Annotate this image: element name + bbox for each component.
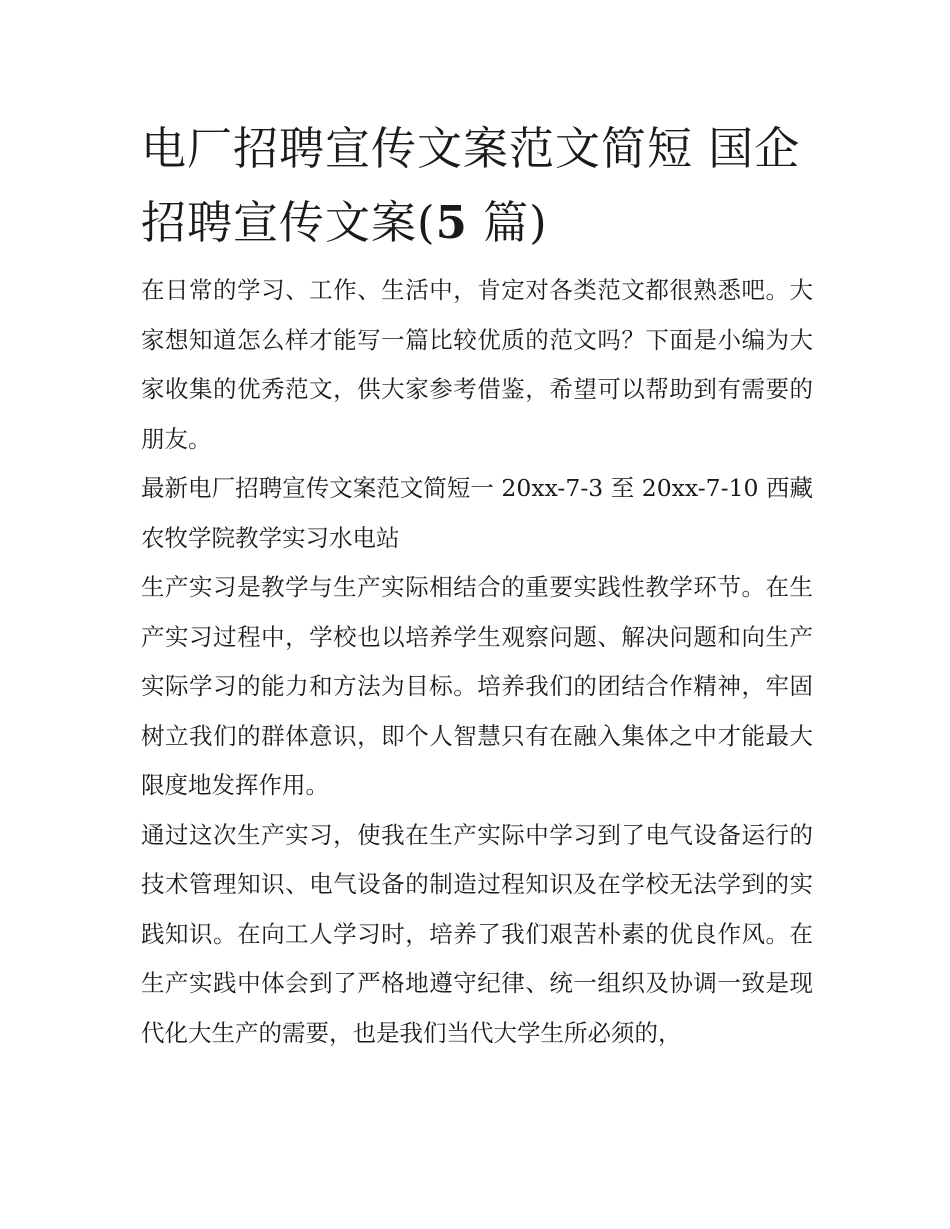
document-page: [141, 112, 813, 1058]
section-heading-paragraph: 最新电厂招聘宣传文案范文简短一 20xx-7-3 至 20xx-7-10 西藏农牧学院教学实习水电站: [141, 474, 813, 552]
title-article-count: 5: [435, 196, 468, 249]
title-text-part1: 电厂招聘宣传文案范文简短 国企招聘宣传文案(: [141, 122, 801, 249]
intro-paragraph: 在日常的学习、工作、生活中，肯定对各类范文都很熟悉吧。大家想知道怎么样才能写一篇比较优质的范文吗？下面是小编为大家收集的优秀范文，供大家参考借鉴，希望可以帮助到有需要的朋友。: [141, 276, 813, 453]
body-paragraph: 通过这次生产实习，使我在生产实际中学习到了电气设备运行的技术管理知识、电气设备的制造过程知识及在学校无法学到的实践知识。在向工人学习时，培养了我们艰苦朴素的优良作风。在生产实践中体会到了严格地遵守纪律、统一组织及协调一致是现代化大生产的需要，也是我们当代大学生所必须的，: [141, 820, 813, 1047]
document-title: [141, 112, 813, 260]
body-paragraph: 生产实习是教学与生产实际相结合的重要实践性教学环节。在生产实习过程中，学校也以培养学生观察问题、解决问题和向生产实际学习的能力和方法为目标。培养我们的团结合作精神，牢固树立我们的群体意识，即个人智慧只有在融入集体之中才能最大限度地发挥作用。: [141, 573, 813, 799]
title-text-part2: 篇): [467, 196, 548, 249]
